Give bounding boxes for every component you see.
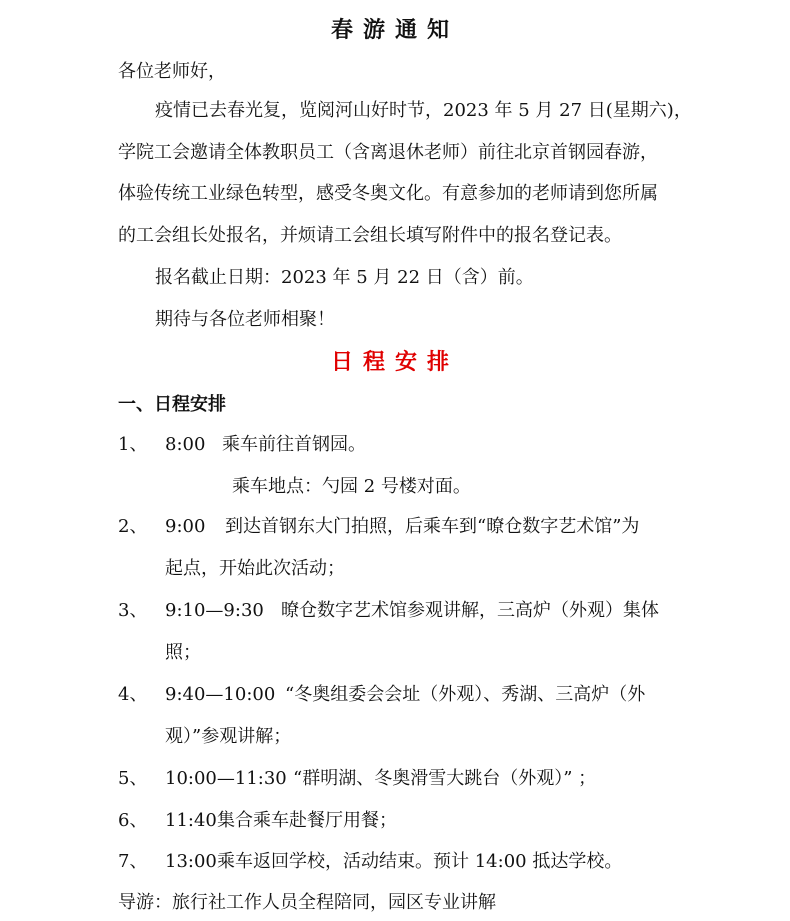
item-number: 4、 [118, 684, 148, 705]
item-text: “冬奥组委会会址（外观）、秀湖、三高炉（外 [285, 684, 646, 705]
item-number: 1、 [118, 434, 148, 455]
body-line: 疫情已去春光复，览阅河山好时节，2023 年 5 月 27 日(星期六)， [155, 100, 692, 121]
greeting: 各位老师好， [118, 61, 226, 82]
item-text: 集合乘车赴餐厅用餐； [217, 810, 397, 831]
item-number: 7、 [118, 851, 148, 872]
schedule-title: 日程安排 [330, 349, 459, 375]
deadline: 报名截止日期：2023 年 5 月 22 日（含）前。 [155, 267, 534, 288]
closing: 期待与各位老师相聚！ [155, 309, 335, 330]
item-text: “群明湖、冬奥滑雪大跳台（外观）” ； [293, 768, 597, 789]
item-time: 9:10—9:30 [165, 600, 264, 621]
item-note: 乘车地点：勺园 2 号楼对面。 [232, 476, 471, 497]
item-text: 观）”参观讲解； [165, 726, 292, 747]
item-text: 乘车前往首钢园。 [222, 434, 366, 455]
item-time: 8:00 [165, 434, 206, 455]
item-number: 6、 [118, 810, 148, 831]
item-text: 暸仓数字艺术馆参观讲解，三高炉（外观）集体 [281, 600, 659, 621]
item-text: 照； [165, 642, 201, 663]
item-text: 乘车返回学校，活动结束。预计 14:00 抵达学校。 [217, 851, 623, 872]
item-number: 3、 [118, 600, 148, 621]
item-number: 2、 [118, 516, 148, 537]
section-heading: 一、日程安排 [118, 394, 226, 415]
body-line: 体验传统工业绿色转型，感受冬奥文化。有意参加的老师请到您所属 [118, 183, 658, 204]
guide-note: 导游：旅行社工作人员全程陪同，园区专业讲解 [118, 892, 496, 913]
item-time: 11:40 [165, 810, 217, 831]
item-time: 9:00 [165, 516, 206, 537]
item-text: 起点，开始此次活动； [165, 558, 345, 579]
item-text: 到达首钢东大门拍照，后乘车到“暸仓数字艺术馆”为 [225, 516, 640, 537]
body-line: 的工会组长处报名，并烦请工会组长填写附件中的报名登记表。 [118, 225, 622, 246]
body-line: 学院工会邀请全体教职员工（含离退休老师）前往北京首钢园春游， [118, 142, 658, 163]
item-time: 10:00—11:30 [165, 768, 287, 789]
item-number: 5、 [118, 768, 148, 789]
document-title: 春游通知 [330, 17, 459, 43]
item-time: 13:00 [165, 851, 217, 872]
item-time: 9:40—10:00 [165, 684, 276, 705]
